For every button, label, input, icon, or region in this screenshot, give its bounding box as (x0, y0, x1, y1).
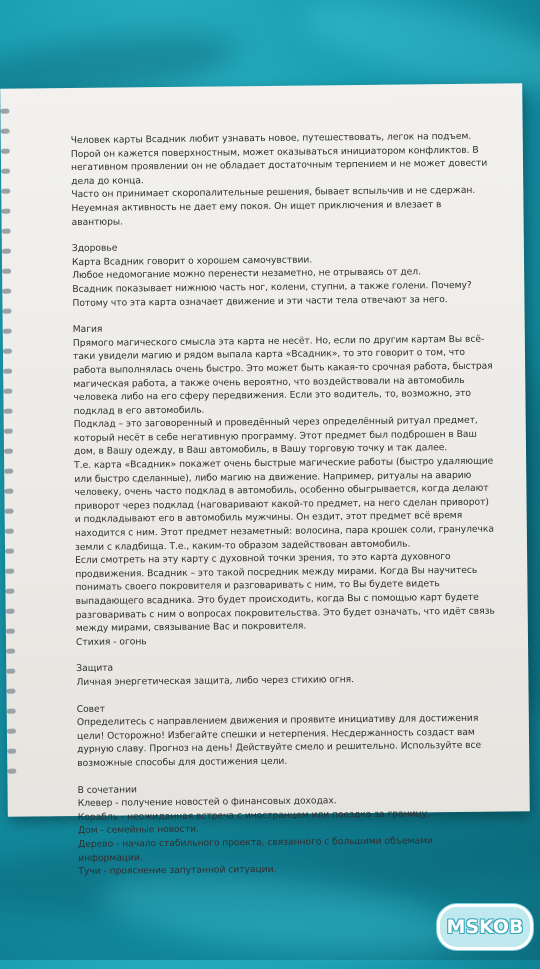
section-heading: Защита (76, 662, 114, 675)
magic-paragraph: Подклад – это заговоренный и проведённый через определённый ритуал предмет, который несёт в себе негативную программу. Этот предмет был подброшен в Ваш дом, в Вашу одежду, в Ваш автомобиль, в Вашу торговую точку и так далее. (73, 415, 478, 458)
spiral-binding (0, 109, 17, 799)
binding-ring (4, 429, 13, 434)
combination-line: Корабль - неожиданная встреча с иностранцем или поездка за границу. (77, 808, 430, 823)
combination-line: Дом - семейные новости. (77, 824, 199, 837)
binding-ring (1, 209, 10, 214)
binding-ring (4, 489, 13, 494)
protection-line: Личная энергетическая защита, либо через стихию огня. (76, 674, 355, 688)
binding-ring (5, 509, 14, 514)
binding-ring (2, 229, 11, 234)
binding-ring (1, 169, 10, 174)
binding-ring (1, 149, 10, 154)
combinations-section (77, 779, 498, 879)
binding-ring (3, 329, 12, 334)
binding-ring (0, 109, 9, 114)
binding-ring (3, 389, 12, 394)
health-line: Любое недомогание можно перенести незаметно, не отрываясь от дел. (72, 266, 422, 282)
binding-ring (1, 189, 10, 194)
binding-ring (3, 309, 12, 314)
binding-ring (4, 469, 13, 474)
intro-paragraph: Неуемная активность не дает ему покоя. Он ищет приключения и влезает в авантюры. (71, 199, 442, 228)
document-text (71, 130, 499, 879)
health-line: Карта Всадник говорит о хорошем самочувствии. (71, 254, 313, 268)
intro-paragraph: Часто он принимает скоропалительные решения, бывает вспыльчив и не сдержан. (71, 185, 476, 201)
binding-ring (5, 569, 14, 574)
binding-ring (6, 629, 15, 634)
binding-ring (1, 129, 10, 134)
paper-sheet (0, 83, 530, 878)
element-line: Стихия - огонь (75, 636, 147, 648)
binding-ring (3, 369, 12, 374)
health-line: Всадник показывает нижнюю часть ног, колени, ступни, а также голени. Почему? Потому что эта карта означает движение и эти части тела отвечают за него. (72, 279, 472, 309)
binding-ring (3, 349, 12, 354)
section-heading: Здоровье (71, 242, 118, 255)
section-heading: Магия (72, 323, 103, 336)
health-section (72, 238, 493, 310)
binding-ring (2, 289, 11, 294)
binding-ring (5, 529, 14, 534)
magic-paragraph: Т.е. карта «Всадник» покажет очень быстрые магические работы (быстро удаляющие или быстро сделанные), либо магию на движение. Например, ритуалы на аварию человеку, очень часто подклад в автомобиль, особенно обыгрывается, когда делают приворот через подклад (наговаривают какой-то предмет, на него сделан приворот) и подкладывают его в автомобиль мужчины. Он ездит, этот предмет всё время находится с ним. Этот предмет незаметный: волосина, пара крошек соли, гранулечка земли с кладбища. Т.е., каким-то образом задействован автомобиль. (74, 455, 495, 553)
intro-section (71, 130, 492, 230)
binding-ring (2, 269, 11, 274)
binding-ring (2, 249, 11, 254)
magic-paragraph: Если смотреть на эту карту с духовной точки зрения, то это карта духовного продвижения. Всадник – это такой посредник между мирами. Когда Вы научитесь понимать своего покровителя и разговаривать с ним, то Вы будете видеть выпадающего всадника. Это будет происходить, когда Вы с помощью карт будете разговаривать с ним о вопросах покровительства. Это будет означать, что идёт связь между мирами, связывание Вас и покровителя. (75, 551, 495, 635)
combination-line: Дерево - начало стабильного проекта, связанного с большими объемами информации. (78, 835, 434, 864)
section-heading: Совет (76, 703, 105, 715)
binding-ring (4, 449, 13, 454)
binding-ring (4, 409, 13, 414)
binding-ring (5, 589, 14, 594)
binding-ring (7, 749, 16, 754)
advice-section (77, 698, 498, 770)
binding-ring (6, 609, 15, 614)
binding-ring (6, 669, 15, 674)
binding-ring (6, 649, 15, 654)
binding-ring (7, 769, 16, 774)
protection-section (76, 658, 496, 690)
binding-ring (7, 729, 16, 734)
combination-line: Клевер - получение новостей о финансовых доходах. (77, 795, 337, 810)
magic-paragraph: Прямого магического смысла эта карта не несёт. Но, если по другим картам Вы всё-таки увидели магию и рядом выпала карта «Всадник», то это говорит о том, что работа выполнялась очень быстро. Это может быть какая-то срочная работа, быстрая магическая работа, а также очень вероятно, что воздействовали на автомобиль человека либо на его сферу передвижения. Если это водитель, то, возможно, это подклад в его автомобиль. (72, 333, 493, 417)
intro-paragraph: Человек карты Всадник любит узнавать новое, путешествовать, легок на подъем. Порой он кажется поверхностным, может оказываться инициатором конфликтов. В негативном проявлении он не обладает достаточным терпением и не может довести дела до конца. (70, 130, 488, 187)
magic-section (73, 319, 496, 650)
watermark-logo: MSKOB (437, 904, 533, 950)
combination-line: Тучи - прояснение запутанной ситуации. (78, 863, 277, 878)
binding-ring (5, 549, 14, 554)
advice-line: Определитесь с направлением движения и проявите инициативу для достижения цели! Осторожно! Избегайте спешки и нетерпения. Несдержанность создаст вам дурную славу. Прогноз на день! Действуйте смело и решительно. Используйте все возможные способы для достижения цели. (76, 712, 482, 769)
section-heading: В сочетании (77, 783, 137, 796)
binding-ring (7, 709, 16, 714)
binding-ring (6, 689, 15, 694)
